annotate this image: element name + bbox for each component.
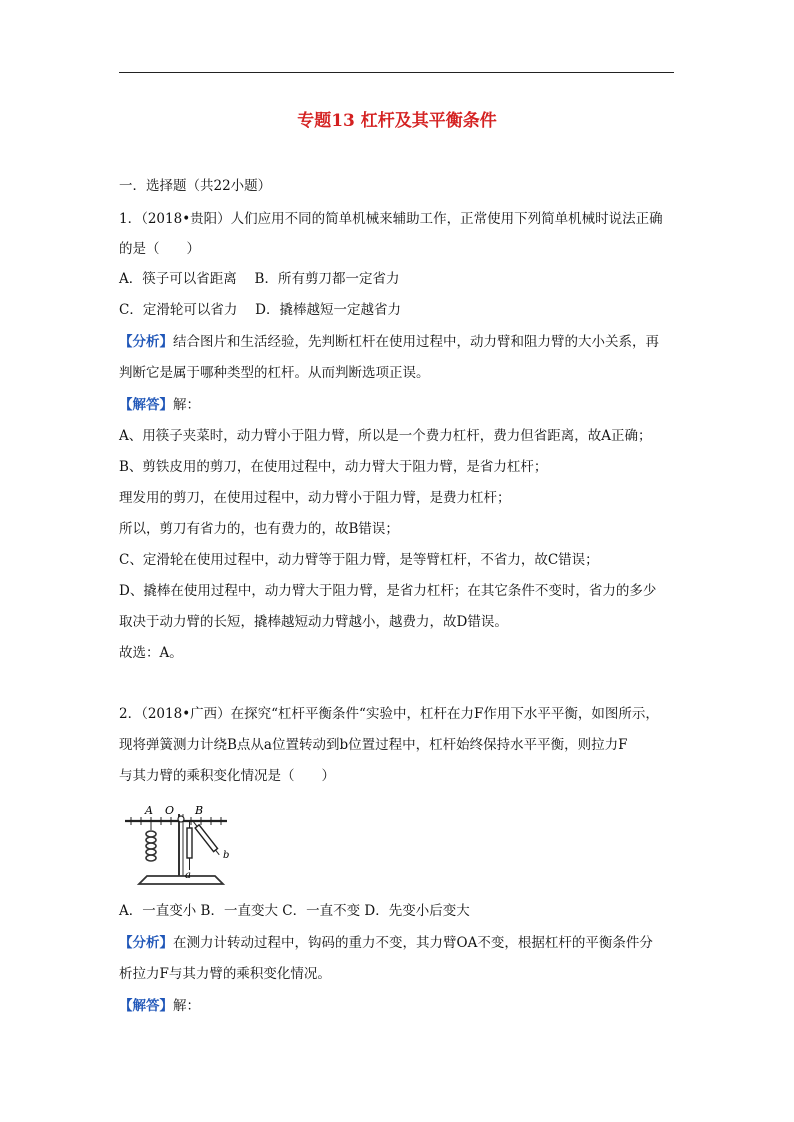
answer-tag: 【解答】 [119, 998, 173, 1014]
figure-label-b: b [223, 850, 230, 861]
q1-answer-line: 理发用的剪刀，在使用过程中，动力臂小于阻力臂，是费力杠杆； [119, 490, 511, 506]
q1-options: A．筷子可以省距离 B．所有剪刀都一定省力 [119, 271, 400, 287]
answer-lead: 解： [173, 397, 200, 413]
figure-label-A: A [145, 804, 153, 817]
q1-stem-line: 的是（ ） [119, 241, 200, 257]
lever-figure [119, 800, 243, 892]
q2-answer-head [119, 997, 679, 1015]
q1-options: C．定滑轮可以省力 D．撬棒越短一定越省力 [119, 302, 401, 318]
figure-label-B: B [195, 804, 204, 817]
q2-stem-line: 2．（2018•广西）在探究“杠杆平衡条件“实验中，杠杆在力F作用下水平平衡，如图所示， [119, 706, 659, 722]
q2-options: A．一直变小 B．一直变大 C．一直不变 D．先变小后变大 [119, 903, 470, 919]
q1-stem-line: 1．（2018•贵阳）人们应用不同的简单机械来辅助工作，正常使用下列简单机械时说法正确 [119, 211, 663, 227]
section-heading: 一．选择题（共22小题） [119, 178, 272, 194]
q1-answer-line: 所以，剪刀有省力的，也有费力的，故B错误； [119, 521, 399, 537]
figure-label-a: a [185, 870, 191, 881]
q1-answer-line: B、剪铁皮用的剪刀，在使用过程中，动力臂大于阻力臂，是省力杠杆； [119, 459, 548, 475]
q2-stem-line: 与其力臂的乘积变化情况是（ ） [119, 768, 335, 784]
q1-answer-line: D、撬棒在使用过程中，动力臂大于阻力臂，是省力杠杆；在其它条件不变时，省力的多少 [119, 583, 657, 599]
analysis-tag: 【分析】 [119, 935, 173, 951]
q1-answer-line: 取决于动力臂的长短，撬棒越短动力臂越小，越费力，故D错误。 [119, 614, 508, 630]
q1-analysis [119, 333, 679, 351]
q1-answer-line: C、定滑轮在使用过程中，动力臂等于阻力臂，是等臂杠杆，不省力，故C错误； [119, 552, 599, 568]
analysis-tag: 【分析】 [119, 334, 173, 350]
figure-label-O: O [165, 804, 175, 817]
header-rule [119, 72, 674, 73]
q1-answer-head [119, 396, 679, 414]
analysis-text: 在测力计转动过程中，钩码的重力不变，其力臂OA不变，根据杠杆的平衡条件分 [173, 935, 653, 951]
page-title: 专题13 杠杆及其平衡条件 [297, 111, 497, 131]
answer-tag: 【解答】 [119, 397, 173, 413]
analysis-text: 结合图片和生活经验，先判断杠杆在使用过程中，动力臂和阻力臂的大小关系，再 [173, 334, 659, 350]
q2-stem-line: 现将弹簧测力计绕B点从a位置转动到b位置过程中，杠杆始终保持水平平衡，则拉力F [119, 737, 628, 753]
answer-lead: 解： [173, 998, 200, 1014]
q1-analysis-line: 判断它是属于哪种类型的杠杆。从而判断选项正误。 [119, 365, 430, 381]
q1-answer-line: A、用筷子夹菜时，动力臂小于阻力臂，所以是一个费力杠杆，费力但省距离，故A正确； [119, 428, 652, 444]
q1-answer-line: 故选：A。 [119, 645, 183, 661]
q2-analysis-line: 析拉力F与其力臂的乘积变化情况。 [119, 966, 331, 982]
q2-analysis [119, 934, 679, 952]
